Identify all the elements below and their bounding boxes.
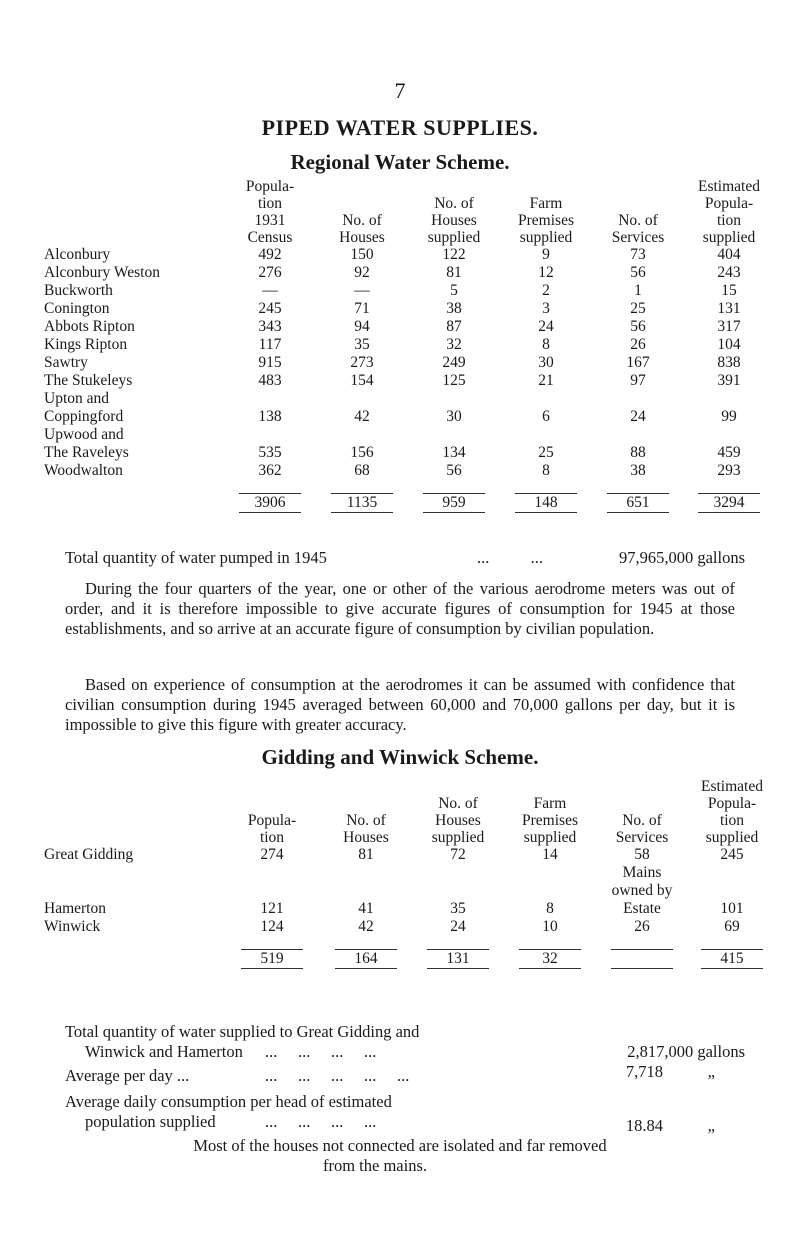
table-row (44, 372, 774, 390)
col-header: Estimated Popula- tion supplied (701, 778, 763, 846)
regional-scheme-heading: Regional Water Scheme. (290, 150, 510, 174)
row-label: Upwood and The Raveleys (44, 426, 129, 461)
row-label: The Stukeleys (44, 372, 133, 389)
table-row (44, 318, 774, 336)
rule-line (611, 968, 673, 969)
rule-row (44, 968, 776, 969)
total-pumped-label: Total quantity of water pumped in 1945 (65, 548, 327, 567)
table-cell: 391 (717, 372, 741, 389)
col-header: Estimated Popula- tion supplied (698, 178, 760, 246)
summary-row (65, 1092, 745, 1136)
rule-line (427, 968, 489, 969)
table-cell: 56 (630, 318, 646, 335)
table-cell: 35 (450, 900, 466, 917)
rule-line (519, 968, 581, 969)
dot-leader: ... ... ... ... (265, 1042, 377, 1061)
table-cell: 150 (350, 246, 374, 263)
row-label: Winwick (44, 918, 101, 935)
table-cell: — (262, 282, 278, 299)
table-cell: 56 (630, 264, 646, 281)
table-row (44, 390, 774, 426)
page-title: PIPED WATER SUPPLIES. (261, 115, 539, 140)
table-cell: 273 (350, 354, 374, 371)
rule-line (701, 968, 763, 969)
table-cell: 8 (546, 900, 554, 917)
summary-row (65, 1022, 745, 1062)
table-row (44, 354, 774, 372)
table-cell: 121 (260, 900, 284, 917)
table-cell: 1 (634, 282, 642, 299)
table-cell: 117 (258, 336, 282, 353)
table-cell: 104 (717, 336, 741, 353)
table-cell: 838 (717, 354, 741, 371)
col-header: No. of Services (615, 812, 669, 846)
rule-line (515, 512, 577, 513)
row-label: Kings Ripton (44, 336, 128, 353)
rule-row (44, 512, 774, 513)
table-cell: 14 (542, 846, 558, 863)
table-cell: 72 (450, 846, 466, 863)
table-cell: 245 (720, 846, 744, 863)
col-header: No. of Houses supplied (431, 795, 485, 846)
table-cell: 24 (630, 408, 646, 425)
summary-label-cont: Winwick and Hamerton (85, 1042, 243, 1061)
table-cell: 24 (538, 318, 554, 335)
summary-label-cont: population supplied (85, 1112, 216, 1131)
table-cell: 10 (542, 918, 558, 935)
total-cell: 164 (354, 950, 378, 967)
summary-label: Average per day ... (65, 1066, 190, 1085)
rule-row (44, 936, 776, 950)
row-label: Hamerton (44, 900, 106, 917)
row-label: Woodwalton (44, 462, 123, 479)
table-row (44, 864, 776, 918)
table-cell: 362 (258, 462, 282, 479)
table-cell: 81 (358, 846, 374, 863)
col-header: No. of Houses supplied (427, 195, 481, 246)
table-cell: 15 (721, 282, 737, 299)
table-row (44, 282, 774, 300)
col-header: Farm Premises supplied (522, 795, 578, 846)
table-cell: 68 (354, 462, 370, 479)
gidding-table (44, 778, 776, 969)
table-row (44, 426, 774, 462)
totals-row (44, 950, 776, 968)
table-cell: 42 (354, 408, 370, 425)
table-cell: 167 (626, 354, 650, 371)
summary-row (65, 1062, 745, 1092)
total-cell (596, 950, 688, 968)
table-cell: 38 (630, 462, 646, 479)
table-cell: 81 (446, 264, 462, 281)
table-cell: 101 (720, 900, 744, 917)
table-row (44, 300, 774, 318)
table-row (44, 846, 776, 864)
summary-label: Total quantity of water supplied to Great Gidding and (65, 1022, 420, 1041)
table-cell: 26 (634, 918, 650, 935)
table-cell: 343 (258, 318, 282, 335)
col-header: No. of Houses (343, 812, 389, 846)
table-cell: 99 (721, 408, 737, 425)
table-cell: 25 (538, 444, 554, 461)
table-cell: 97 (630, 372, 646, 389)
rule-line (241, 968, 303, 969)
table-cell: 26 (630, 336, 646, 353)
table-cell: 92 (354, 264, 370, 281)
table-cell: 249 (442, 354, 466, 371)
rule-line (239, 512, 301, 513)
summary-label: Average daily consumption per head of estimated (65, 1092, 392, 1111)
row-label: Buckworth (44, 282, 113, 299)
rule-line (698, 512, 760, 513)
total-cell: 3906 (254, 494, 286, 511)
table-cell: 69 (724, 918, 740, 935)
table-cell: 56 (446, 462, 462, 479)
ditto-mark: „ (707, 1062, 715, 1081)
col-header: Farm Premises supplied (518, 195, 574, 246)
total-cell: 3294 (713, 494, 745, 511)
total-cell: 32 (542, 950, 558, 967)
col-header: No. of Houses (339, 212, 385, 246)
table-cell: 492 (258, 246, 282, 263)
table-cell: 30 (446, 408, 462, 425)
table-cell: Mains owned by Estate (611, 864, 673, 917)
table-row (44, 264, 774, 282)
regional-header-row (44, 178, 774, 246)
table-cell: 245 (258, 300, 282, 317)
table-cell: 71 (354, 300, 370, 317)
table-cell: 35 (354, 336, 370, 353)
table-cell: 88 (630, 444, 646, 461)
footer-note-cont: from the mains. (322, 1156, 428, 1175)
table-cell: 122 (442, 246, 466, 263)
rule-line (423, 512, 485, 513)
table-cell: 12 (538, 264, 554, 281)
summary-value: 18.84 (625, 1116, 663, 1135)
table-cell: 131 (717, 300, 741, 317)
table-cell: 3 (542, 300, 550, 317)
row-label: Sawtry (44, 354, 88, 371)
row-label: Upton and Coppingford (44, 390, 124, 425)
col-header: Popula- tion 1931 Census (245, 178, 295, 246)
table-cell: 41 (358, 900, 374, 917)
table-cell: 73 (630, 246, 646, 263)
total-cell: 651 (626, 494, 650, 511)
page-number: 7 (394, 78, 406, 103)
table-cell: 134 (442, 444, 466, 461)
table-cell: 6 (542, 408, 550, 425)
totals-row (44, 494, 774, 512)
total-pumped-line (65, 548, 745, 568)
table-cell: 24 (450, 918, 466, 935)
table-cell: 5 (450, 282, 458, 299)
row-label: Abbots Ripton (44, 318, 135, 335)
table-cell: 87 (446, 318, 462, 335)
row-label: Great Gidding (44, 846, 134, 863)
table-row (44, 246, 774, 264)
table-cell: 30 (538, 354, 554, 371)
table-cell: 38 (446, 300, 462, 317)
table-cell: — (354, 282, 370, 299)
table-cell: 8 (542, 336, 550, 353)
table-cell: 25 (630, 300, 646, 317)
table-cell: 2 (542, 282, 550, 299)
table-cell: 8 (542, 462, 550, 479)
summary-block (65, 1022, 745, 1176)
table-row (44, 462, 774, 480)
row-label: Alconbury Weston (44, 264, 160, 281)
table-cell: 32 (446, 336, 462, 353)
table-cell: 459 (717, 444, 741, 461)
dot-leader: ... ... ... ... ... (265, 1066, 410, 1085)
col-header: No. of Services (611, 212, 665, 246)
table-cell: 243 (717, 264, 741, 281)
row-label: Alconbury (44, 246, 111, 263)
table-cell: 156 (350, 444, 374, 461)
rule-line (331, 512, 393, 513)
summary-value: 7,718 (625, 1062, 663, 1081)
table-cell: 915 (258, 354, 282, 371)
total-cell: 131 (446, 950, 470, 967)
dot-leader: ... ... (477, 548, 543, 567)
paragraph: During the four quarters of the year, one or other of the various aerodrome meters was out of order, and it is therefore impossible to give accurate figures of consumption for 1945 at those establishments, and so arrive at an accurate figure of consumption by civilian population. (65, 579, 735, 638)
table-cell: 9 (542, 246, 550, 263)
table-cell: 125 (442, 372, 466, 389)
footer-note: Most of the houses not connected are isolated and far removed (193, 1136, 607, 1155)
col-header: Popula- tion (247, 812, 297, 846)
table-cell: 94 (354, 318, 370, 335)
table-cell: 21 (538, 372, 554, 389)
total-pumped-value: 97,965,000 gallons (618, 548, 745, 567)
table-cell: 58 (634, 846, 650, 863)
table-cell: 293 (717, 462, 741, 479)
total-cell: 415 (720, 950, 744, 967)
table-cell: 124 (260, 918, 284, 935)
table-cell: 276 (258, 264, 282, 281)
total-cell: 959 (442, 494, 466, 511)
table-cell: 404 (717, 246, 741, 263)
table-cell: 42 (358, 918, 374, 935)
dot-leader: ... ... ... ... (265, 1112, 377, 1131)
ditto-mark: „ (707, 1116, 715, 1135)
total-cell: 519 (260, 950, 284, 967)
table-cell: 483 (258, 372, 282, 389)
gidding-header-row (44, 778, 776, 846)
table-cell: 317 (717, 318, 741, 335)
table-row (44, 336, 774, 354)
table-cell: 138 (258, 408, 282, 425)
paragraph: Based on experience of consumption at the aerodromes it can be assumed with confidence that civilian consumption during 1945 averaged between 60,000 and 70,000 gallons per day, but it is impossible to give this figure with greater accuracy. (65, 675, 735, 734)
gidding-scheme-heading: Gidding and Winwick Scheme. (261, 745, 539, 769)
rule-row (44, 480, 774, 494)
table-row (44, 918, 776, 936)
table-cell: 274 (260, 846, 284, 863)
table-cell: 154 (350, 372, 374, 389)
total-cell: 148 (534, 494, 558, 511)
rule-line (607, 512, 669, 513)
total-cell: 1135 (346, 494, 378, 511)
regional-table (44, 178, 774, 513)
summary-value: 2,817,000 gallons (627, 1042, 745, 1061)
rule-line (335, 968, 397, 969)
table-cell: 535 (258, 444, 282, 461)
row-label: Conington (44, 300, 110, 317)
